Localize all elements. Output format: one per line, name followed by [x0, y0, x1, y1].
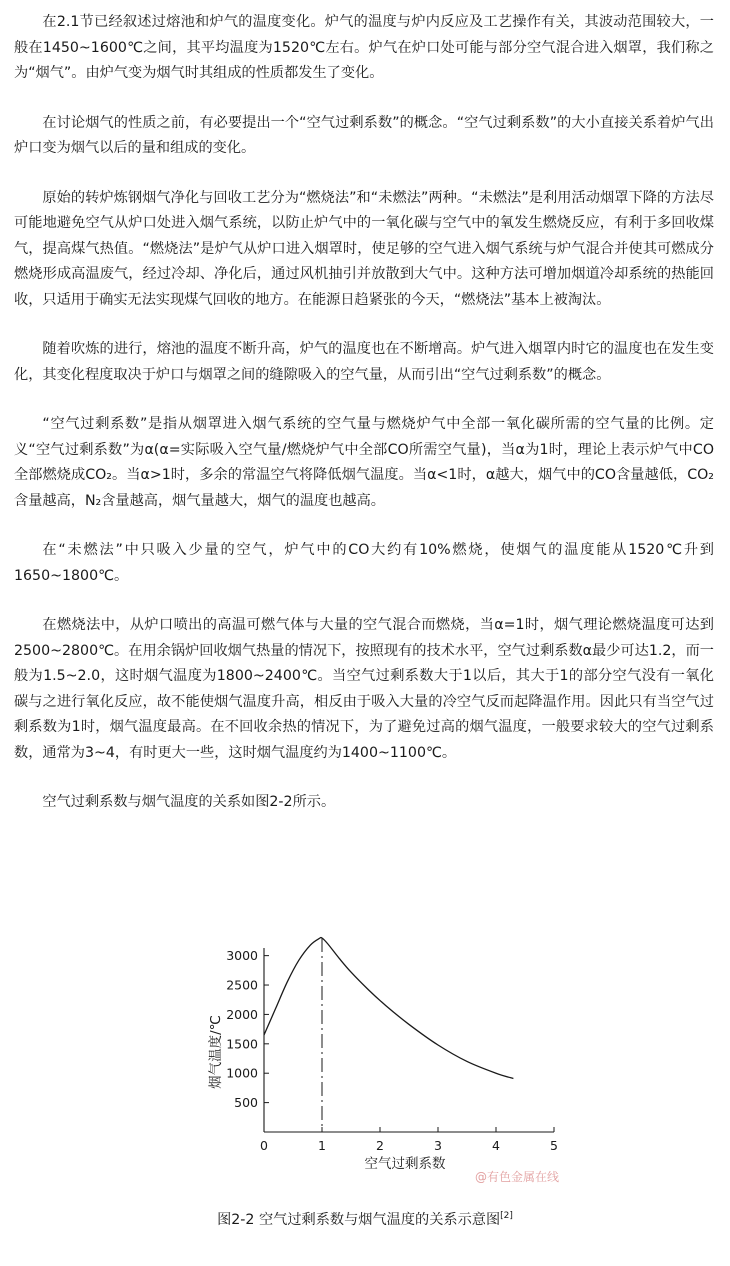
x-tick-label: 0 — [260, 1138, 268, 1153]
temperature-chart — [190, 932, 590, 1194]
figure-2-2 — [190, 932, 590, 1194]
y-tick-label: 3000 — [226, 948, 258, 964]
x-tick-label: 3 — [434, 1138, 442, 1153]
article-body — [14, 10, 714, 840]
chart-axes — [264, 948, 554, 1132]
caption-text: 图2-2 空气过剩系数与烟气温度的关系示意图 — [217, 1212, 501, 1228]
paragraph-1: 在2.1节已经叙述过熔池和炉气的温度变化。炉气的温度与炉内反应及工艺操作有关，其波动范围较大，一般在1450~1600℃之间，其平均温度为1520℃左右。炉气在炉口处可能与部分空气混合进入烟罩，我们称之为“烟气”。由炉气变为烟气时其组成的性质都发生了变化。 — [14, 14, 714, 81]
paragraph-3: 原始的转炉炼钢烟气净化与回收工艺分为“燃烧法”和“未燃法”两种。“未燃法”是利用活动烟罩下降的方法尽可能地避免空气从炉口处进入烟气系统，以防止炉气中的一氧化碳与空气中的氧发生燃烧反应，有利于多回收煤气，提高煤气热值。“燃烧法”是炉气从炉口进入烟罩时，使足够的空气进入烟气系统与炉气混合并使其可燃成分燃烧形成高温废气，经过冷却、净化后，通过风机抽引并放散到大气中。这种方法可增加烟道冷却系统的热能回收，只适用于确实无法实现煤气回收的地方。在能源日趋紧张的今天，“燃烧法”基本上被淘汰。 — [14, 189, 714, 308]
paragraph-4: 随着吹炼的进行，熔池的温度不断升高，炉气的温度也在不断增高。炉气进入烟罩内时它的温度也在发生变化，其变化程度取决于炉口与烟罩之间的缝隙吸入的空气量，从而引出“空气过剩系数”的概念。 — [14, 341, 714, 383]
x-axis-label: 空气过剩系数 — [364, 1156, 446, 1172]
chart-ticks — [226, 948, 558, 1153]
figure-caption — [0, 1205, 730, 1231]
y-tick-label: 1500 — [226, 1036, 258, 1052]
y-axis-label: 烟气温度/℃ — [208, 1015, 224, 1089]
y-tick-label: 1000 — [226, 1065, 258, 1081]
y-tick-label: 500 — [234, 1095, 258, 1111]
paragraph-2: 在讨论烟气的性质之前，有必要提出一个“空气过剩系数”的概念。“空气过剩系数”的大小直接关系着炉气出炉口变为烟气以后的量和组成的变化。 — [14, 114, 714, 156]
x-tick-label: 2 — [376, 1138, 384, 1153]
caption-reference: [2] — [500, 1211, 513, 1221]
x-tick-label: 4 — [492, 1138, 500, 1153]
y-tick-label: 2500 — [226, 977, 258, 993]
temperature-curve-series-0 — [264, 937, 513, 1078]
paragraph-6: 在“未燃法”中只吸入少量的空气，炉气中的CO大约有10%燃烧，使烟气的温度能从1520℃升到1650~1800℃。 — [14, 542, 714, 584]
y-tick-label: 2000 — [226, 1006, 258, 1022]
paragraph-7: 在燃烧法中，从炉口喷出的高温可燃气体与大量的空气混合而燃烧，当α=1时，烟气理论燃烧温度可达到2500~2800℃。在用余锅炉回收烟气热量的情况下，按照现有的技术水平，空气过剩系数α最少可达1.2，而一般为1.5~2.0，这时烟气温度为1800~2400℃。当空气过剩系数大于1以后，其大于1的部分空气没有一氧化碳与之进行氧化反应，故不能使烟气温度升高，相反由于吸入大量的冷空气反而起降温作用。因此只有当空气过剩系数为1时，烟气温度最高。在不回收余热的情况下，为了避免过高的烟气温度，一般要求较大的空气过剩系数，通常为3~4，有时更大一些，这时烟气温度约为1400~1100℃。 — [14, 617, 714, 761]
chart-marks — [264, 937, 513, 1132]
x-tick-label: 1 — [318, 1138, 326, 1153]
paragraph-8: 空气过剩系数与烟气温度的关系如图2-2所示。 — [42, 794, 336, 810]
paragraph-5: “空气过剩系数”是指从烟罩进入烟气系统的空气量与燃烧炉气中全部一氧化碳所需的空气量的比例。定义“空气过剩系数”为α(α=实际吸入空气量/燃烧炉气中全部CO所需空气量)，当α为1时，理论上表示炉气中CO全部燃烧成CO₂。当α>1时，多余的常温空气将降低烟气温度。当α<1时，α越大，烟气中的CO含量越低，CO₂含量越高，N₂含量越高，烟气量越大，烟气的温度也越高。 — [14, 416, 714, 509]
x-tick-label: 5 — [550, 1138, 558, 1153]
watermark: @有色金属在线 — [475, 1170, 560, 1184]
